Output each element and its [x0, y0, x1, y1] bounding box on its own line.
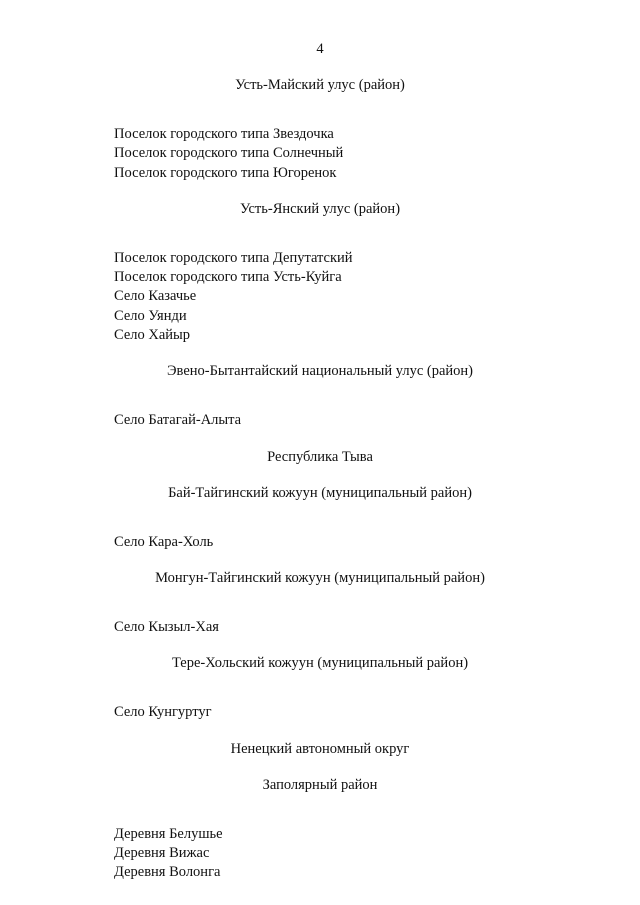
- section-ust-yana: [0, 200, 640, 345]
- page-number: 4: [316, 41, 324, 57]
- section-mongun-tayga: [0, 569, 640, 637]
- section-eveno-bytantay: [0, 362, 640, 430]
- settlement-item: Деревня Вижас: [114, 844, 210, 861]
- district-heading: Эвено-Бытантайский национальный улус (район): [166, 363, 473, 380]
- settlement-item: Деревня Белушье: [114, 825, 223, 842]
- settlement-item: Село Кара-Холь: [114, 533, 214, 550]
- document-content: [0, 76, 640, 882]
- settlement-item: Село Кызыл-Хая: [114, 618, 219, 635]
- district-heading: Заполярный район: [262, 776, 378, 793]
- district-heading: Усть-Янский улус (район): [239, 200, 401, 217]
- district-heading: Тере-Хольский кожуун (муниципальный район): [171, 655, 469, 672]
- settlement-item: Деревня Волонга: [114, 864, 221, 881]
- section-nenets: [0, 740, 640, 883]
- settlement-item: Село Кунгуртуг: [114, 704, 212, 721]
- section-ust-maya: [0, 76, 640, 183]
- district-heading: Усть-Майский улус (район): [235, 77, 405, 93]
- settlement-item: Село Казачье: [114, 288, 197, 305]
- settlement-item: Поселок городского типа Солнечный: [114, 145, 344, 162]
- settlement-item: Поселок городского типа Усть-Куйга: [114, 269, 342, 286]
- settlement-item: Село Батагай-Алыта: [114, 412, 242, 429]
- district-heading: Бай-Тайгинский кожуун (муниципальный район): [168, 484, 472, 501]
- settlement-item: Село Уянди: [114, 307, 187, 324]
- settlement-item: Поселок городского типа Югоренок: [114, 164, 337, 181]
- district-heading: Монгун-Тайгинский кожуун (муниципальный район): [155, 569, 485, 586]
- settlement-item: Поселок городского типа Звездочка: [114, 126, 334, 142]
- settlement-item: Село Хайыр: [114, 327, 191, 344]
- section-tere-khol: [0, 654, 640, 722]
- section-tyva-bay-tayga: [0, 448, 640, 552]
- region-heading: Республика Тыва: [267, 448, 373, 465]
- settlement-item: Поселок городского типа Депутатский: [114, 249, 353, 266]
- region-heading: Ненецкий автономный округ: [230, 740, 410, 757]
